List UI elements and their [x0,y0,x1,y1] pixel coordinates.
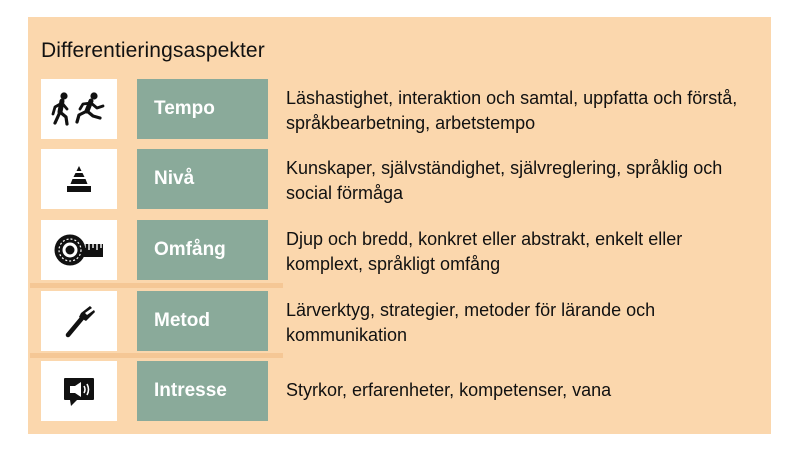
aspect-row-niva [0,149,800,209]
icon-box-metod [41,291,117,351]
wrench-icon [62,304,96,338]
aspect-row-omfang [0,220,800,280]
icon-box-omfang [41,220,117,280]
running-people-icon [50,92,108,126]
aspect-row-intresse [0,361,800,421]
aspect-label-tempo: Tempo [137,79,268,139]
aspect-label-metod: Metod [137,291,268,351]
pyramid-icon [64,165,94,193]
aspect-row-tempo [0,79,800,139]
aspect-description-tempo: Läshastighet, interaktion och samtal, uppfatta och förstå, språkbearbetning, arbetstempo [286,88,738,133]
panel-title: Differentieringsaspekter [41,39,265,62]
icon-box-intresse [41,361,117,421]
aspect-label-intresse: Intresse [137,361,268,421]
aspect-description-intresse: Styrkor, erfarenheter, kompetenser, vana [286,380,612,400]
aspect-description-niva: Kunskaper, självständighet, självreglering, språklig och social förmåga [286,158,723,203]
speaker-icon [62,376,96,406]
aspect-label-omfang: Omfång [137,220,268,280]
aspect-label-niva: Nivå [137,149,268,209]
row-divider [30,353,283,358]
aspect-description-metod: Lärverktyg, strategier, metoder för lärande och kommunikation [286,300,656,345]
row-divider [30,283,283,288]
icon-box-tempo [41,79,117,139]
aspect-row-metod [0,291,800,351]
aspect-description-omfang: Djup och bredd, konkret eller abstrakt, enkelt eller komplext, språkligt omfång [286,229,683,274]
icon-box-niva [41,149,117,209]
tape-measure-icon [53,233,105,267]
